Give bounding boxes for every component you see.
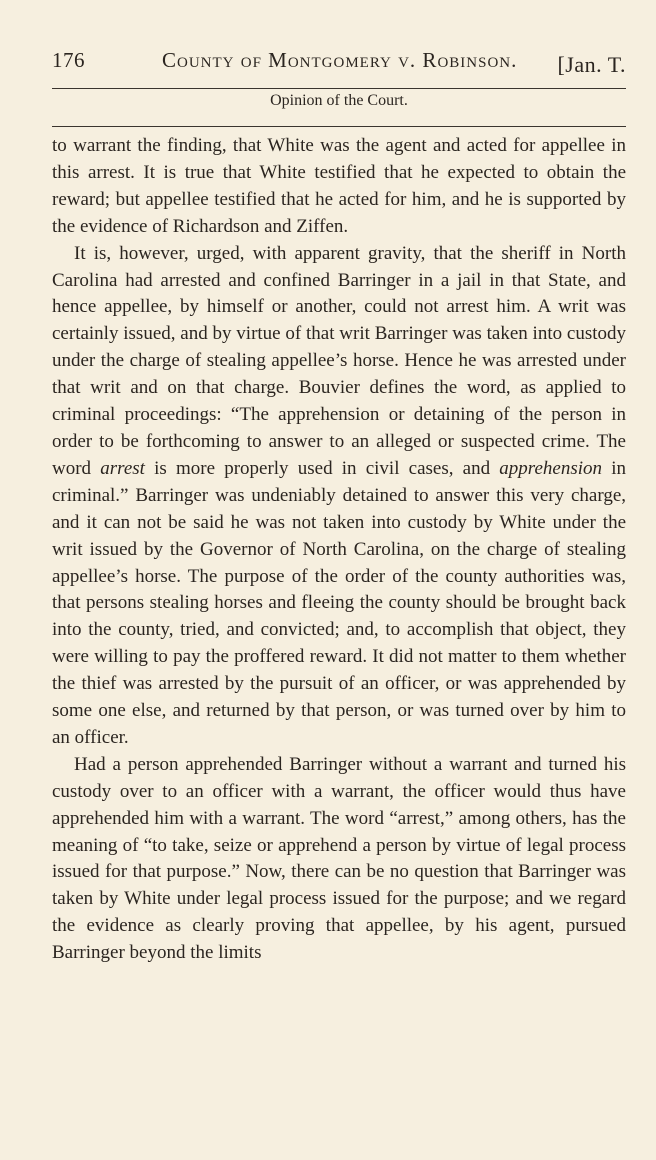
opinion-text (52, 133, 626, 967)
paragraph-text-part: is more properly used in civil cases, and (144, 457, 500, 479)
paragraph-text-part: in criminal.” Barringer was undeniably detained to answer this very charge, and it can not be said he was not taken into custody by White under the writ issued by the Governor of North Carolina, on the charge of stealing appellee’s horse. The purpose of the order of the county authorities was, that persons stealing horses and fleeing the county should be brought back into the county, tried, and convicted; and, to accomplish that object, they were willing to pay the proffered reward. It did not matter to them whether the thief was arrested by the pursuit of an officer, or was apprehended by some one else, and returned by that person, or was turned over by him to an officer. (52, 457, 626, 748)
paragraph-warrant: Had a person apprehended Barringer without a warrant and turned his custody over to an officer with a warrant, the officer would thus have apprehended him with a warrant. The word “arrest,” among others, has the meaning of “to take, seize or apprehend a person by virtue of legal process issued for that purpose.” Now, there can be no question that Barringer was taken by White under legal process issued for the purpose; and we regard the evidence as clearly proving that appellee, by his agent, pursued Barringer beyond the limits (52, 753, 626, 964)
page-number: 176 (52, 48, 85, 72)
italic-term-apprehension: apprehension (499, 457, 603, 479)
section-subhead: Opinion of the Court. (270, 92, 408, 109)
header-rule-top (52, 88, 626, 89)
paragraph-text-part: It is, however, urged, with apparent gravity, that the sheriff in North Carolina had arrested and confined Barringer in a jail in that State, and hence appellee, by himself or another, could not arrest him. A writ was certainly issued, and by virtue of that writ Barringer was taken into custody under the charge of stealing appellee’s horse. Hence he was arrested under that writ and on that charge. Bouvier defines the word, as applied to criminal proceedings: “The apprehension or detaining of the person in order to be forthcoming to answer to an alleged or suspected crime. The word (52, 242, 626, 479)
page-header (52, 48, 626, 82)
paragraph-continuation: to warrant the finding, that White was the agent and acted for appellee in this arrest. It is true that White testified that he expected to obtain the reward; but appellee testified that he acted for him, and he is supported by the evidence of Richardson and Ziffen. (52, 135, 626, 237)
paragraph-arrest-argument (52, 241, 626, 752)
running-head: County of Montgomery v. Robinson. (162, 48, 518, 72)
term-label: [Jan. T. (557, 52, 626, 77)
italic-term-arrest: arrest (100, 457, 145, 479)
header-rule-bottom (52, 126, 626, 127)
